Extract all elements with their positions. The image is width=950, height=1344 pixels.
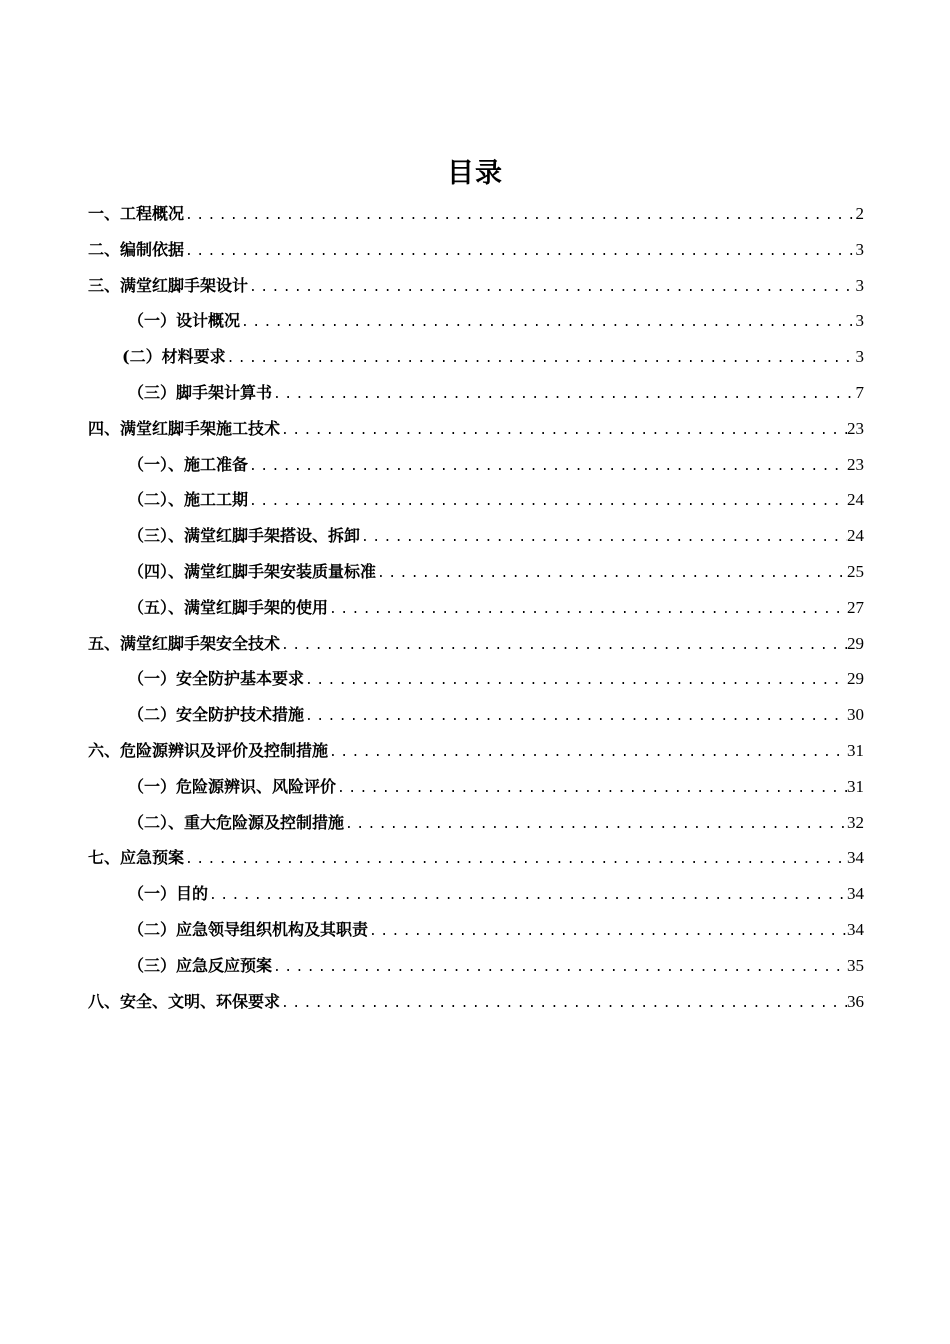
toc-page-number: 23	[847, 454, 864, 474]
toc-entry[interactable]	[88, 232, 864, 268]
toc-entry-text: (二）材料要求	[122, 347, 226, 367]
toc-dot-leader	[368, 914, 847, 950]
toc-dot-leader	[304, 699, 847, 735]
toc-entry[interactable]	[88, 303, 864, 339]
toc-entry-text: 八、安全、文明、环保要求	[88, 991, 281, 1011]
toc-entry[interactable]	[88, 482, 864, 518]
toc-page-number: 7	[855, 382, 864, 402]
toc-entry-text: （三）应急反应预案	[128, 955, 273, 975]
toc-entry[interactable]	[88, 411, 864, 447]
toc-dot-leader	[226, 341, 856, 377]
toc-page-number: 35	[847, 955, 864, 975]
toc-page-number: 3	[855, 275, 864, 295]
toc-entry[interactable]	[88, 375, 864, 411]
toc-entry-text: （一）设计概况	[128, 311, 241, 331]
toc-entry[interactable]	[88, 948, 864, 984]
toc-entry-text: 六、危险源辨识及评价及控制措施	[88, 740, 329, 760]
toc-page-number: 2	[855, 204, 864, 223]
toc-entry[interactable]	[88, 733, 864, 769]
toc-entry-text: 七、应急预案	[88, 848, 185, 868]
toc-page-number: 3	[855, 311, 864, 331]
toc-entry-text: （五）、满堂红脚手架的使用	[128, 597, 329, 617]
toc-entry-text: （一）安全防护基本要求	[128, 669, 305, 689]
toc-page-number: 34	[847, 884, 864, 904]
toc-entry-text: （二）安全防护技术措施	[128, 705, 305, 725]
toc-page-number: 24	[847, 490, 864, 510]
toc-page-number: 36	[847, 991, 864, 1011]
toc-page-number: 31	[847, 776, 864, 796]
toc-entry-text: （一）、施工准备	[128, 454, 249, 474]
toc-title: 目录	[447, 158, 503, 189]
toc-dot-leader	[240, 305, 855, 341]
toc-entry-text: （一）目的	[128, 884, 209, 904]
toc-entry[interactable]	[88, 661, 864, 697]
toc-entry[interactable]	[88, 840, 864, 876]
toc-entry[interactable]	[88, 554, 864, 590]
toc-entry[interactable]	[88, 196, 864, 232]
toc-entry[interactable]	[88, 339, 864, 375]
toc-entry-text: 二、编制依据	[88, 239, 185, 259]
toc-page-number: 29	[847, 669, 864, 689]
toc-page-number: 32	[847, 812, 864, 832]
toc-entry[interactable]	[88, 626, 864, 662]
toc-entry[interactable]	[88, 518, 864, 554]
toc-dot-leader	[248, 484, 847, 520]
toc-entry[interactable]	[88, 447, 864, 483]
toc-entry[interactable]	[88, 268, 864, 304]
toc-dot-leader	[184, 198, 855, 234]
toc-dot-leader	[272, 377, 855, 413]
toc-entry[interactable]	[88, 590, 864, 626]
toc-page-number: 27	[847, 597, 864, 617]
toc-dot-leader	[280, 413, 847, 449]
toc-dot-leader	[248, 270, 855, 306]
toc-list	[88, 196, 864, 1019]
toc-dot-leader	[248, 449, 847, 485]
toc-dot-leader	[184, 234, 855, 270]
toc-entry-text: （一）危险源辨识、风险评价	[128, 776, 337, 796]
toc-entry-text: （三）、满堂红脚手架搭设、拆卸	[128, 526, 361, 546]
toc-dot-leader	[280, 986, 847, 1022]
toc-entry-text: 一、工程概况	[88, 204, 185, 223]
toc-entry-text: 五、满堂红脚手架安全技术	[88, 633, 281, 653]
toc-entry[interactable]	[88, 984, 864, 1020]
toc-dot-leader	[360, 520, 847, 556]
toc-dot-leader	[328, 735, 847, 771]
toc-entry-text: 三、满堂红脚手架设计	[88, 275, 249, 295]
toc-page-number: 25	[847, 561, 864, 581]
toc-page-number: 23	[847, 418, 864, 438]
toc-entry-text: （二）、施工工期	[128, 490, 249, 510]
toc-dot-leader	[184, 842, 847, 878]
toc-page-number: 34	[847, 848, 864, 868]
toc-dot-leader	[280, 628, 847, 664]
toc-page-number: 34	[847, 919, 864, 939]
toc-entry[interactable]	[88, 769, 864, 805]
toc-entry[interactable]	[88, 697, 864, 733]
toc-page-number: 30	[847, 705, 864, 725]
toc-entry-text: （四）、满堂红脚手架安装质量标准	[128, 561, 377, 581]
toc-dot-leader	[272, 950, 847, 986]
toc-dot-leader	[328, 592, 847, 628]
toc-entry-text: 四、满堂红脚手架施工技术	[88, 418, 281, 438]
toc-page-number: 29	[847, 633, 864, 653]
toc-page-number: 24	[847, 526, 864, 546]
toc-dot-leader	[344, 807, 847, 843]
toc-entry-text: （三）脚手架计算书	[128, 382, 273, 402]
toc-page-number: 31	[847, 740, 864, 760]
toc-page-number: 3	[855, 239, 864, 259]
toc-entry[interactable]	[88, 876, 864, 912]
toc-entry[interactable]	[88, 805, 864, 841]
toc-dot-leader	[208, 878, 847, 914]
toc-entry-text: （二）、重大危险源及控制措施	[128, 812, 345, 832]
toc-dot-leader	[304, 663, 847, 699]
toc-entry[interactable]	[88, 912, 864, 948]
toc-dot-leader	[336, 771, 847, 807]
toc-dot-leader	[376, 556, 847, 592]
toc-entry-text: （二）应急领导组织机构及其职责	[128, 919, 369, 939]
toc-page-number: 3	[855, 347, 864, 367]
